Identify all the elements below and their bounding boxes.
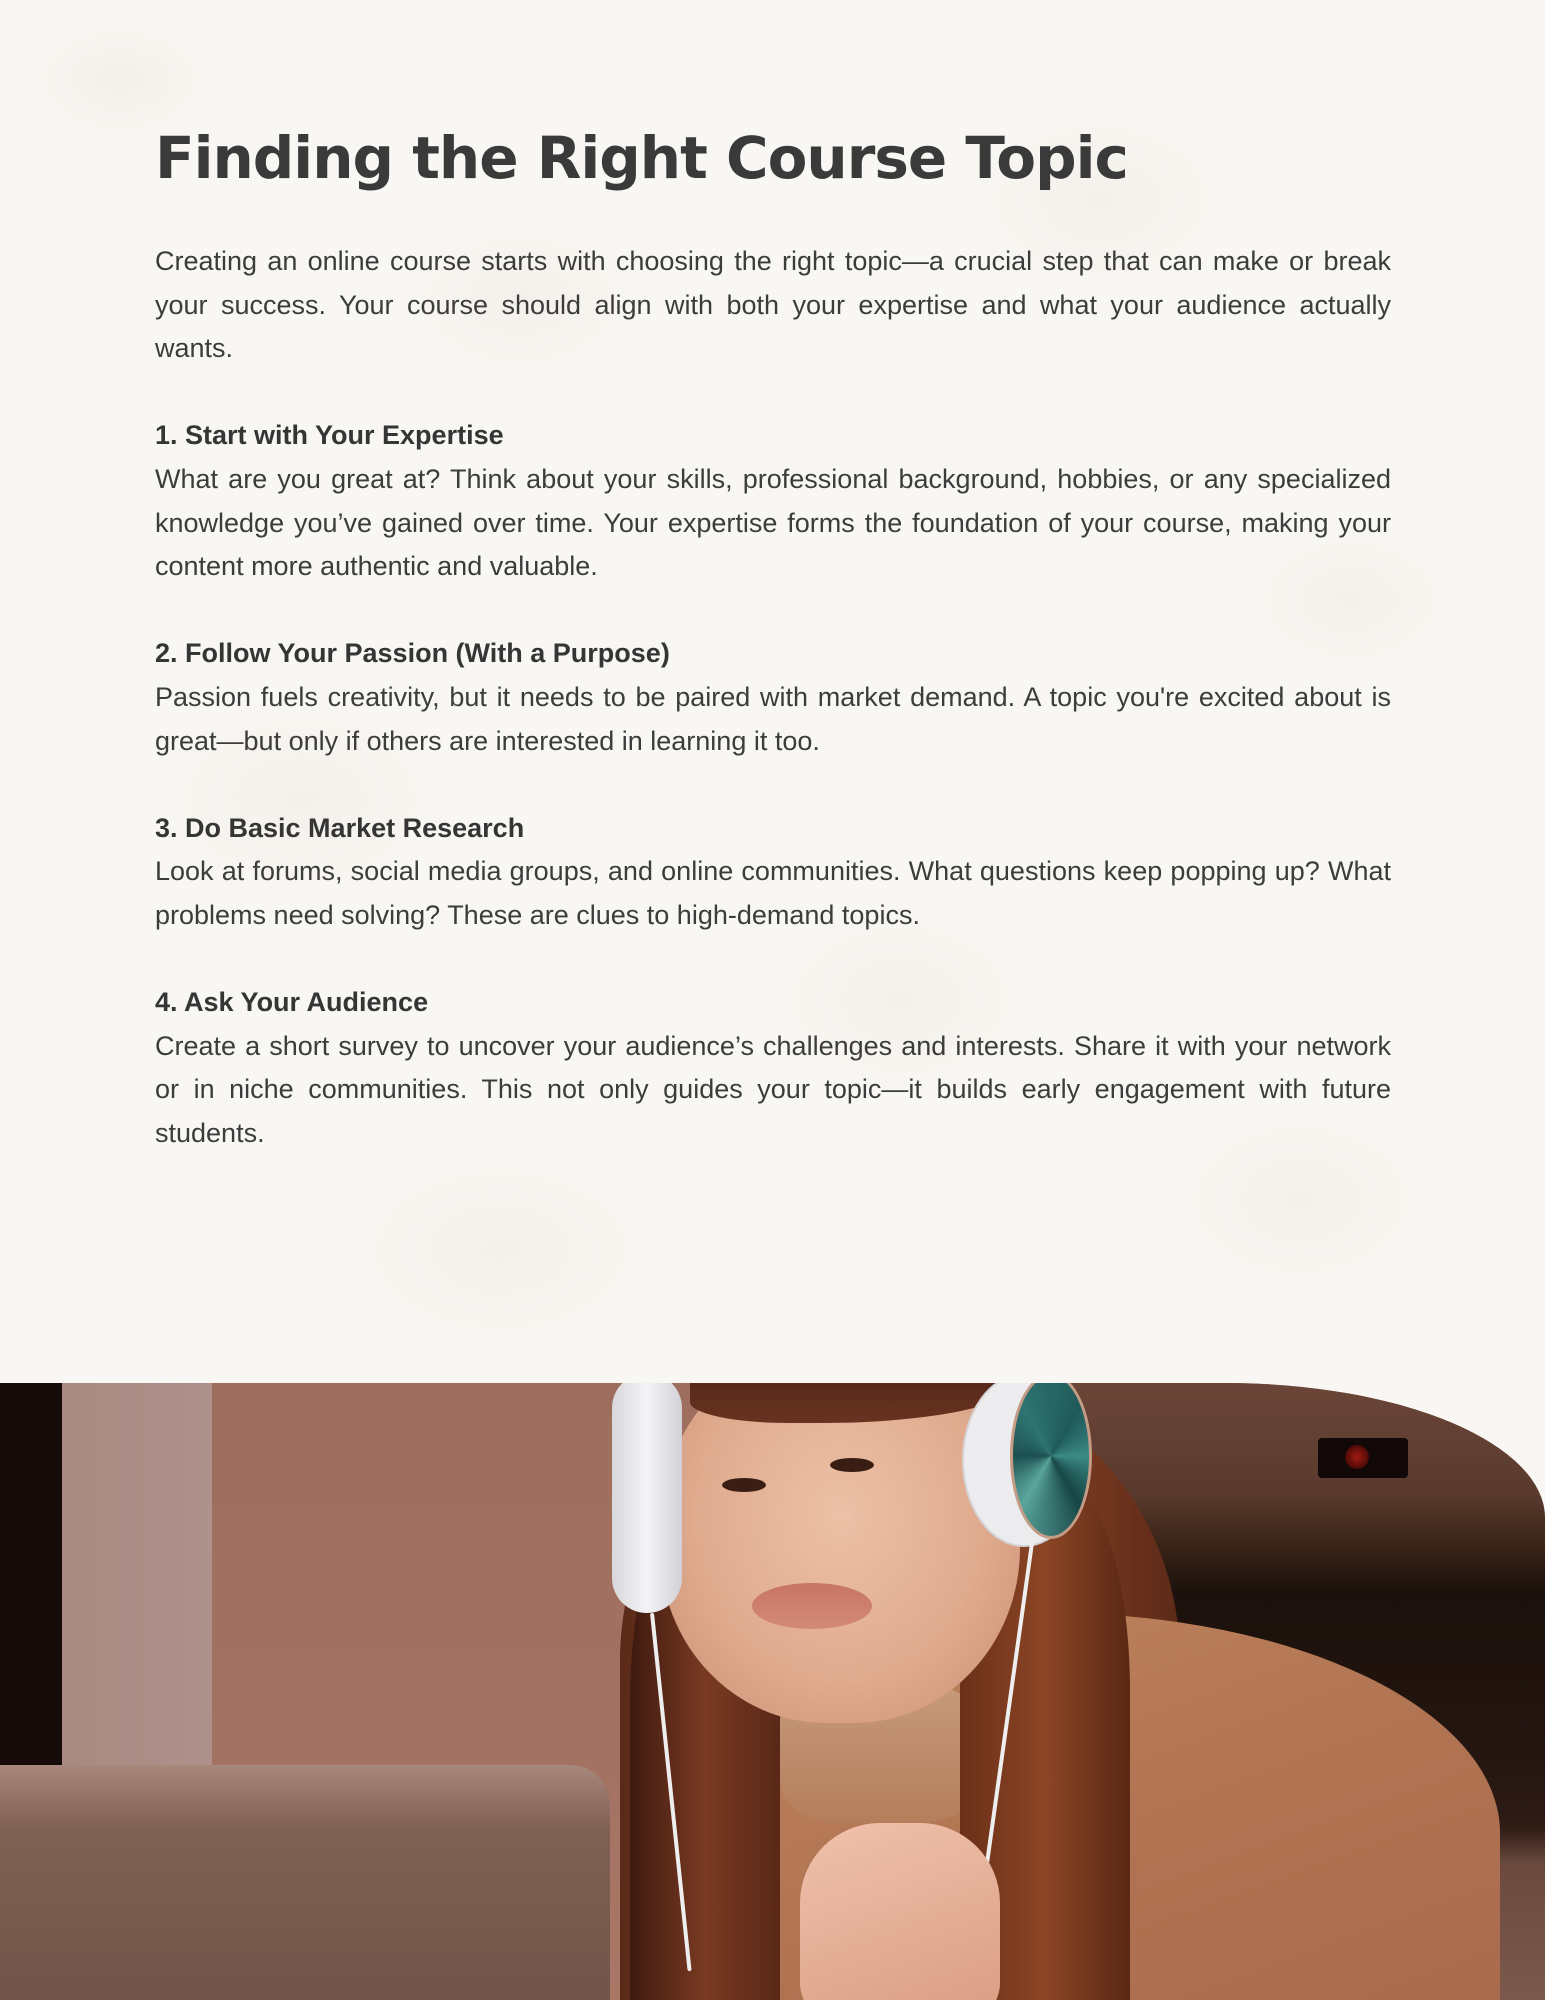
section-expertise <box>155 414 1391 588</box>
section-body: What are you great at? Think about your skills, professional background, hobbies, or any specialized knowledge you’ve gained over time. Your expertise forms the foundation of your course, making your content more authentic and valuable. <box>155 463 1391 582</box>
section-heading: 2. Follow Your Passion (With a Purpose) <box>155 638 670 669</box>
photo-hands <box>800 1823 1000 2000</box>
section-body: Passion fuels creativity, but it needs to be paired with market demand. A topic you're excited about is great—but only if others are interested in learning it too. <box>155 681 1391 756</box>
section-heading: 4. Ask Your Audience <box>155 987 429 1018</box>
section-heading: 1. Start with Your Expertise <box>155 420 504 451</box>
section-passion <box>155 632 1391 763</box>
oven-led <box>1345 1445 1369 1469</box>
photo-door-frame <box>62 1383 212 1803</box>
photo-lips <box>752 1583 872 1629</box>
document-content <box>155 118 1391 1199</box>
section-ask-audience <box>155 981 1391 1155</box>
photo-door-shadow <box>0 1383 62 1783</box>
hero-photo <box>0 1383 1545 2000</box>
section-body: Create a short survey to uncover your audience’s challenges and interests. Share it with your network or in niche communities. This not only guides your topic—it builds early engagement with future students. <box>155 1030 1391 1148</box>
photo-eye-left <box>722 1478 766 1492</box>
photo-laptop <box>0 1765 610 2000</box>
section-market-research <box>155 807 1391 938</box>
page-title: Finding the Right Course Topic <box>155 124 1128 192</box>
photo-eye-right <box>830 1458 874 1472</box>
headphone-left-icon <box>612 1383 682 1613</box>
intro-paragraph: Creating an online course starts with choosing the right topic—a crucial step that can make or break your success. Your course should align with both your expertise and what your audience actually wants. <box>155 246 1391 364</box>
article-body <box>155 240 1391 1155</box>
section-body: Look at forums, social media groups, and online communities. What questions keep popping up? What problems need solving? These are clues to high-demand topics. <box>155 856 1391 930</box>
section-heading: 3. Do Basic Market Research <box>155 812 525 843</box>
